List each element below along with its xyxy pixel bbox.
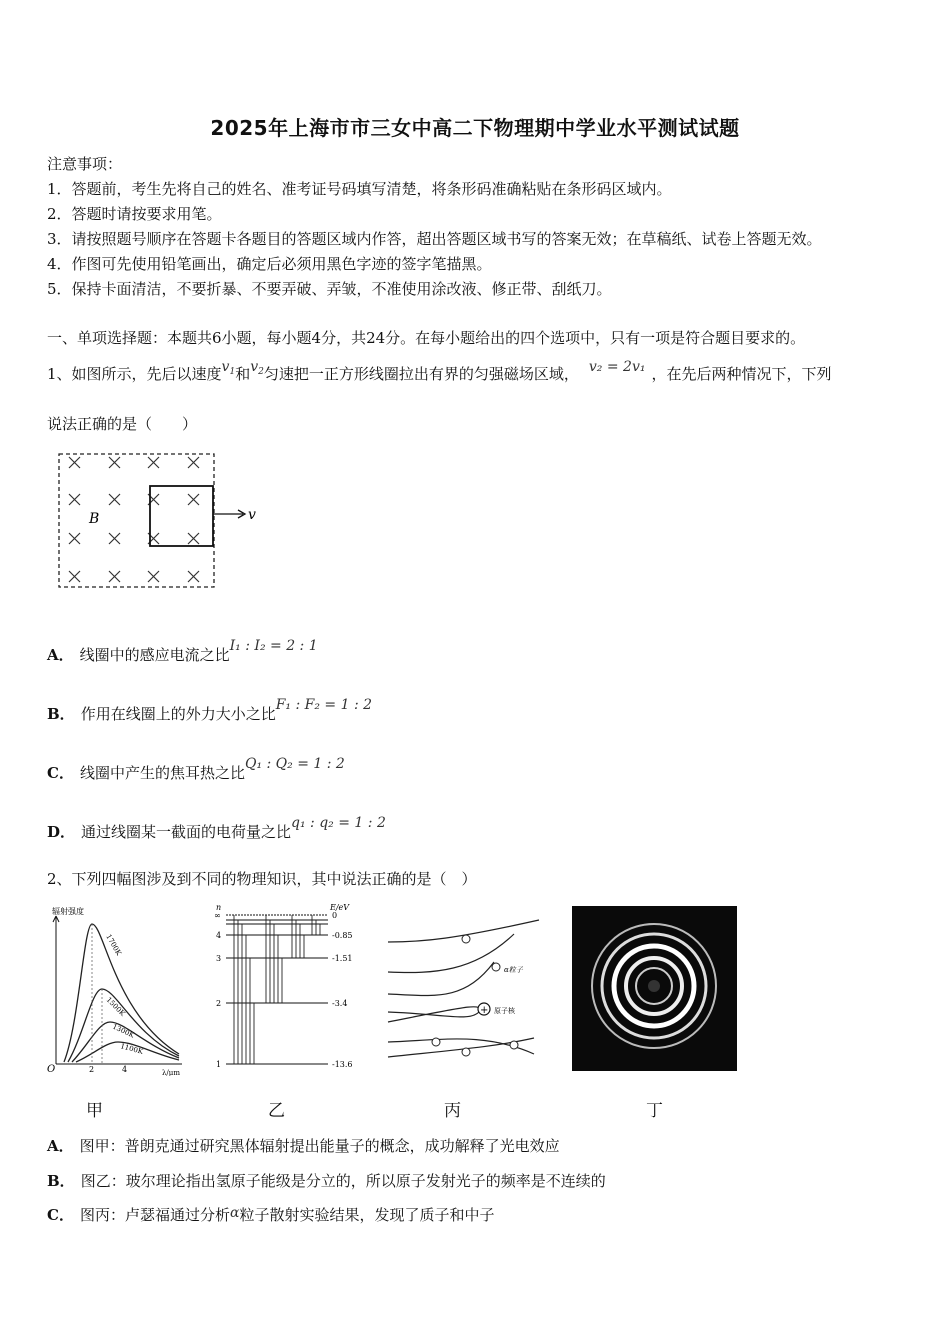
v2-symbol: $v_2$ — [250, 359, 264, 377]
svg-text:2: 2 — [89, 1065, 95, 1074]
svg-text:-3.4: -3.4 — [332, 999, 348, 1008]
svg-text:1300K: 1300K — [111, 1022, 136, 1040]
field-label-B: B — [89, 511, 100, 527]
svg-text:2: 2 — [216, 999, 222, 1008]
alpha-symbol: α — [229, 1205, 240, 1221]
svg-text:1700K: 1700K — [104, 933, 123, 957]
notice-heading: 注意事项： — [47, 155, 123, 173]
svg-text:4: 4 — [216, 931, 222, 940]
ratio-heat: Q₁ : Q₂ = 1 : 2 — [244, 756, 345, 772]
q1-option-d[interactable]: D． 通过线圈某一截面的电荷量之比q₁ : q₂ = 1 : 2 — [47, 815, 386, 841]
velocity-relation: v₂ = 2v₁ — [588, 359, 646, 375]
notice-item-2: 2．答题时请按要求用笔。 — [47, 205, 222, 223]
notice-item-1: 1．答题前，考生先将自己的姓名、准考证号码填写清楚，将条形码准确粘贴在条形码区域内。 — [47, 180, 672, 198]
svg-text:O: O — [47, 1064, 56, 1075]
svg-text:1500K: 1500K — [104, 995, 127, 1018]
v1-symbol: $v_1$ — [221, 359, 236, 377]
svg-text:-13.6: -13.6 — [332, 1060, 353, 1069]
svg-text:∞: ∞ — [214, 911, 221, 920]
page-title: 2025年上海市市三女中高二下物理期中学业水平测试试题 — [210, 116, 740, 140]
velocity-label: v — [248, 507, 256, 523]
figure-bing-alpha-scattering — [384, 912, 544, 1064]
figure-label-bing: 丙 — [444, 1101, 461, 1121]
q1-option-c[interactable]: C． 线圈中产生的焦耳热之比Q₁ : Q₂ = 1 : 2 — [47, 756, 345, 782]
q1-option-a[interactable]: A． 线圈中的感应电流之比I₁ : I₂ = 2 : 1 — [47, 638, 318, 664]
figure-label-yi: 乙 — [268, 1101, 285, 1121]
svg-text:n: n — [216, 903, 222, 912]
q1-stem-part3: ，在先后两种情况下，下列 — [651, 365, 832, 383]
svg-text:E/eV: E/eV — [330, 903, 350, 912]
svg-text:-1.51: -1.51 — [332, 954, 353, 963]
svg-text:α粒子: α粒子 — [504, 966, 523, 974]
q1-option-b[interactable]: B． 作用在线圈上的外力大小之比F₁ : F₂ = 1 : 2 — [47, 697, 373, 723]
figure-jia-blackbody — [44, 904, 184, 1076]
q1-stem-line2: 说法正确的是（ ） — [47, 415, 198, 433]
q1-stem-part1: 1、如图所示，先后以速度 — [47, 365, 222, 383]
svg-text:+: + — [480, 1005, 489, 1016]
notice-item-5: 5．保持卡面清洁，不要折暴、不要弄破、弄皱，不准使用涂改液、修正带、刮纸刀。 — [47, 280, 612, 298]
svg-text:原子核: 原子核 — [494, 1007, 515, 1015]
figure-label-ding: 丁 — [646, 1101, 663, 1121]
svg-text:0: 0 — [332, 911, 338, 920]
figure-label-jia: 甲 — [86, 1101, 103, 1121]
magnetic-field-figure — [55, 450, 265, 592]
svg-text:1: 1 — [216, 1060, 222, 1069]
q2-option-a[interactable]: A． 图甲：普朗克通过研究黑体辐射提出能量子的概念，成功解释了光电效应 — [47, 1137, 560, 1155]
figure-ding-diffraction-rings — [572, 906, 737, 1071]
ratio-current: I₁ : I₂ = 2 : 1 — [229, 638, 318, 654]
q1-stem — [47, 359, 832, 385]
figure-yi-energy-levels — [212, 902, 362, 1074]
notice-item-4: 4．作图可先使用铅笔画出，确定后必须用黑色字迹的签字笔描黑。 — [47, 255, 492, 273]
square-coil — [150, 486, 213, 546]
section-heading: 一、单项选择题：本题共6小题，每小题4分，共24分。在每小题给出的四个选项中，只有一项是符合题目要求的。 — [47, 329, 806, 347]
svg-text:λ/μm: λ/μm — [162, 1069, 180, 1076]
q1-and: 和 — [235, 365, 251, 383]
q1-stem-part2: 匀速把一正方形线圈拉出有界的匀强磁场区域， — [263, 365, 579, 383]
svg-text:1100K: 1100K — [119, 1042, 144, 1056]
q2-option-c[interactable]: C． 图丙：卢瑟福通过分析α粒子散射实验结果，发现了质子和中子 — [47, 1205, 495, 1224]
q2-stem: 2、下列四幅图涉及到不同的物理知识，其中说法正确的是（ ） — [47, 870, 477, 888]
svg-text:4: 4 — [122, 1065, 128, 1074]
svg-text:3: 3 — [216, 954, 222, 963]
ratio-force: F₁ : F₂ = 1 : 2 — [275, 697, 373, 713]
notice-item-3: 3．请按照题号顺序在答题卡各题目的答题区域内作答，超出答题区域书写的答案无效；在草稿纸、试卷上答题无效。 — [47, 230, 822, 248]
q2-option-b[interactable]: B． 图乙：玻尔理论指出氢原子能级是分立的，所以原子发射光子的频率是不连续的 — [47, 1172, 606, 1190]
svg-text:辐射强度: 辐射强度 — [52, 907, 84, 916]
ratio-charge: q₁ : q₂ = 1 : 2 — [291, 815, 386, 831]
svg-text:-0.85: -0.85 — [332, 931, 353, 940]
